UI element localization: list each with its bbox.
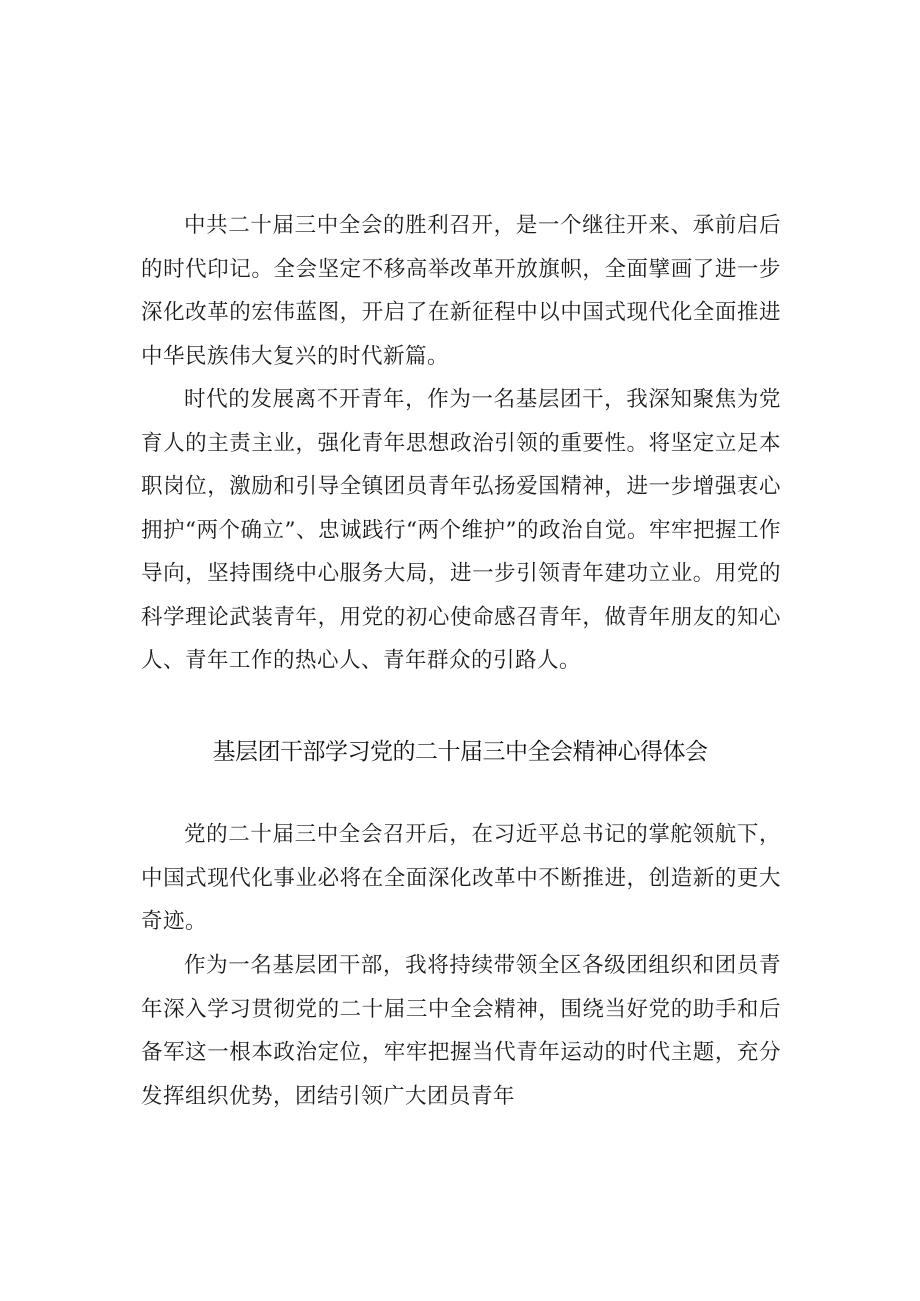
article2-paragraph-2: 作为一名基层团干部，我将持续带领全区各级团组织和团员青年深入学习贯彻党的二十届三中全会精神，围绕当好党的助手和后备军这一根本政治定位，牢牢把握当代青年运动的时代主题，充分发挥组织优势，团结引领广大团员青年 <box>141 953 781 1109</box>
article1-paragraph-1: 中共二十届三中全会的胜利召开，是一个继往开来、承前启后的时代印记。全会坚定不移高举改革开放旗帜，全面擘画了进一步深化改革的宏伟蓝图，开启了在新征程中以中国式现代化全面推进中华民族伟大复兴的时代新篇。 <box>141 213 781 369</box>
article2-title: 基层团干部学习党的二十届三中全会精神心得体会 <box>212 739 708 765</box>
article2-paragraph-1: 党的二十届三中全会召开后，在习近平总书记的掌舵领航下，中国式现代化事业必将在全面深化改革中不断推进，创造新的更大奇迹。 <box>141 822 781 934</box>
article1-paragraph-2: 时代的发展离不开青年，作为一名基层团干，我深知聚焦为党育人的主责主业，强化青年思想政治引领的重要性。将坚定立足本职岗位，激励和引导全镇团员青年弘扬爱国精神，进一步增强衷心拥护“两个确立”、忠诚践行“两个维护”的政治自觉。牢牢把握工作导向，坚持围绕中心服务大局，进一步引领青年建功立业。用党的科学理论武装青年，用党的初心使命感召青年，做青年朋友的知心人、青年工作的热心人、青年群众的引路人。 <box>141 387 781 673</box>
